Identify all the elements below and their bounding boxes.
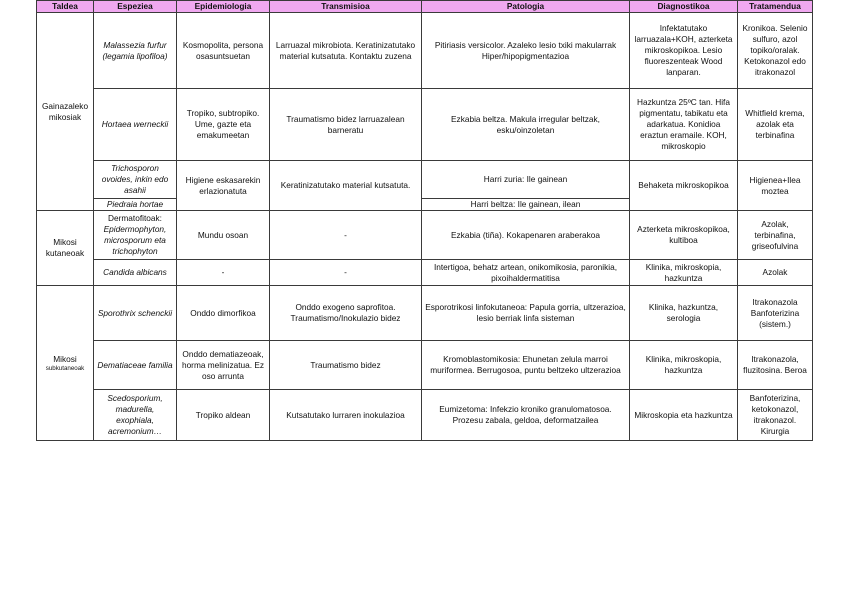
epidemiology-cell: Higiene eskasarekin erlazionatuta — [177, 161, 270, 211]
group-cell-subkutaneoak — [37, 286, 94, 441]
header-transmisioa: Transmisioa — [270, 1, 422, 13]
diagnosis-cell: Hazkuntza 25ºC tan. Hifa pigmentatu, tabikatu eta adarkatua. Konidioa eraztun eramaile. KOH, mikroskopio — [630, 89, 738, 161]
treatment-cell: Azolak — [738, 260, 813, 286]
table-row — [37, 13, 813, 89]
epidemiology-cell: - — [177, 260, 270, 286]
treatment-cell: Higienea+Ilea moztea — [738, 161, 813, 211]
transmission-cell: Onddo exogeno saprofitoa. Traumatismo/Inokulazio bidez — [270, 286, 422, 341]
table-row — [37, 211, 813, 260]
pathology-cell: Harri beltza: Ile gainean, ilean — [422, 199, 630, 211]
pathology-cell: Esporotrikosi linfokutaneoa: Papula gorria, ultzerazioa, lesio berriak linfa sisteman — [422, 286, 630, 341]
header-espeziea: Espeziea — [94, 1, 177, 13]
species-cell: Scedosporium, madurella, exophiala, acremonium… — [94, 390, 177, 441]
header-tratamendua: Tratamendua — [738, 1, 813, 13]
table-row — [37, 341, 813, 390]
transmission-cell: Traumatismo bidez larruazalean barneratu — [270, 89, 422, 161]
header-diagnostikoa: Diagnostikoa — [630, 1, 738, 13]
transmission-cell: Larruazal mikrobiota. Keratinizatutako material kutsatuta. Kontaktu zuzena — [270, 13, 422, 89]
epidemiology-cell: Tropiko, subtropiko. Ume, gazte eta emakumeetan — [177, 89, 270, 161]
diagnosis-cell: Klinika, mikroskopia, hazkuntza — [630, 341, 738, 390]
transmission-cell: Traumatismo bidez — [270, 341, 422, 390]
transmission-cell: Kutsatutako lurraren inokulazioa — [270, 390, 422, 441]
diagnosis-cell: Behaketa mikroskopikoa — [630, 161, 738, 211]
pathology-cell: Intertigoa, behatz artean, onikomikosia, paronikia, pixoihaldermatitisa — [422, 260, 630, 286]
treatment-cell: Azolak, terbinafina, griseofulvina — [738, 211, 813, 260]
transmission-cell: - — [270, 260, 422, 286]
species-cell: Trichosporon ovoides, inkin edo asahii — [94, 161, 177, 199]
epidemiology-cell: Tropiko aldean — [177, 390, 270, 441]
treatment-cell: Whitfield krema, azolak eta terbinafina — [738, 89, 813, 161]
header-taldea: Taldea — [37, 1, 94, 13]
table-row — [37, 260, 813, 286]
treatment-cell: Itrakonazola Banfoterizina (sistem.) — [738, 286, 813, 341]
group-sublabel: subkutaneoak — [45, 364, 85, 372]
table-row — [37, 390, 813, 441]
pathology-cell: Ezkabia (tiña). Kokapenaren araberakoa — [422, 211, 630, 260]
header-epidemiologia: Epidemiologia — [177, 1, 270, 13]
epidemiology-cell: Kosmopolita, persona osasuntsuetan — [177, 13, 270, 89]
species-cell: Piedraia hortae — [94, 199, 177, 211]
epidemiology-cell: Mundu osoan — [177, 211, 270, 260]
treatment-cell: Banfoterizina, ketokonazol, itrakonazol. Kirurgia — [738, 390, 813, 441]
species-cell: Sporothrix schenckii — [94, 286, 177, 341]
mycosis-table — [36, 0, 813, 441]
pathology-cell: Pitiriasis versicolor. Azaleko lesio txiki makularrak Hiper/hipopigmentazioa — [422, 13, 630, 89]
group-label: Mikosi — [53, 353, 77, 364]
table-row — [37, 286, 813, 341]
species-cell: Dematiaceae familia — [94, 341, 177, 390]
diagnosis-cell: Klinika, mikroskopia, hazkuntza — [630, 260, 738, 286]
species-cell: Malassezia furfur (legamia lipofiloa) — [94, 13, 177, 89]
species-rest: Epidermophyton, microsporum eta trichophyton — [103, 224, 167, 256]
diagnosis-cell: Azterketa mikroskopikoa, kultiboa — [630, 211, 738, 260]
table-row — [37, 89, 813, 161]
epidemiology-cell: Onddo dematiazeoak, horma melinizatua. Ez oso arrunta — [177, 341, 270, 390]
table-row — [37, 161, 813, 199]
header-patologia: Patologia — [422, 1, 630, 13]
diagnosis-cell: Infektatutako larruazala+KOH, azterketa mikroskopikoa. Lesio fluoreszenteak Wood lanparan. — [630, 13, 738, 89]
group-cell-gainazalekoak: Gainazaleko mikosiak — [37, 13, 94, 211]
pathology-cell: Eumizetoma: Infekzio kroniko granulomatosoa. Prozesu zabala, geldoa, deformatzailea — [422, 390, 630, 441]
diagnosis-cell: Klinika, hazkuntza, serologia — [630, 286, 738, 341]
pathology-cell: Kromoblastomikosia: Ehunetan zelula marroi muriformea. Berrugosoa, puntu beltzeko ultzerazioa — [422, 341, 630, 390]
species-cell — [94, 211, 177, 260]
treatment-cell: Kronikoa. Selenio sulfuro, azol topiko/oralak. Ketokonazol edo itrakonazol — [738, 13, 813, 89]
header-row — [37, 1, 813, 13]
group-cell-kutaneoak: Mikosi kutaneoak — [37, 211, 94, 286]
epidemiology-cell: Onddo dimorfikoa — [177, 286, 270, 341]
species-head: Dermatofitoak: — [108, 213, 162, 223]
transmission-cell: Keratinizatutako material kutsatuta. — [270, 161, 422, 211]
treatment-cell: Itrakonazola, fluzitosina. Beroa — [738, 341, 813, 390]
species-cell: Hortaea werneckii — [94, 89, 177, 161]
diagnosis-cell: Mikroskopia eta hazkuntza — [630, 390, 738, 441]
pathology-cell: Harri zuria: Ile gainean — [422, 161, 630, 199]
transmission-cell: - — [270, 211, 422, 260]
species-cell: Candida albicans — [94, 260, 177, 286]
pathology-cell: Ezkabia beltza. Makula irregular beltzak, esku/oinzoletan — [422, 89, 630, 161]
